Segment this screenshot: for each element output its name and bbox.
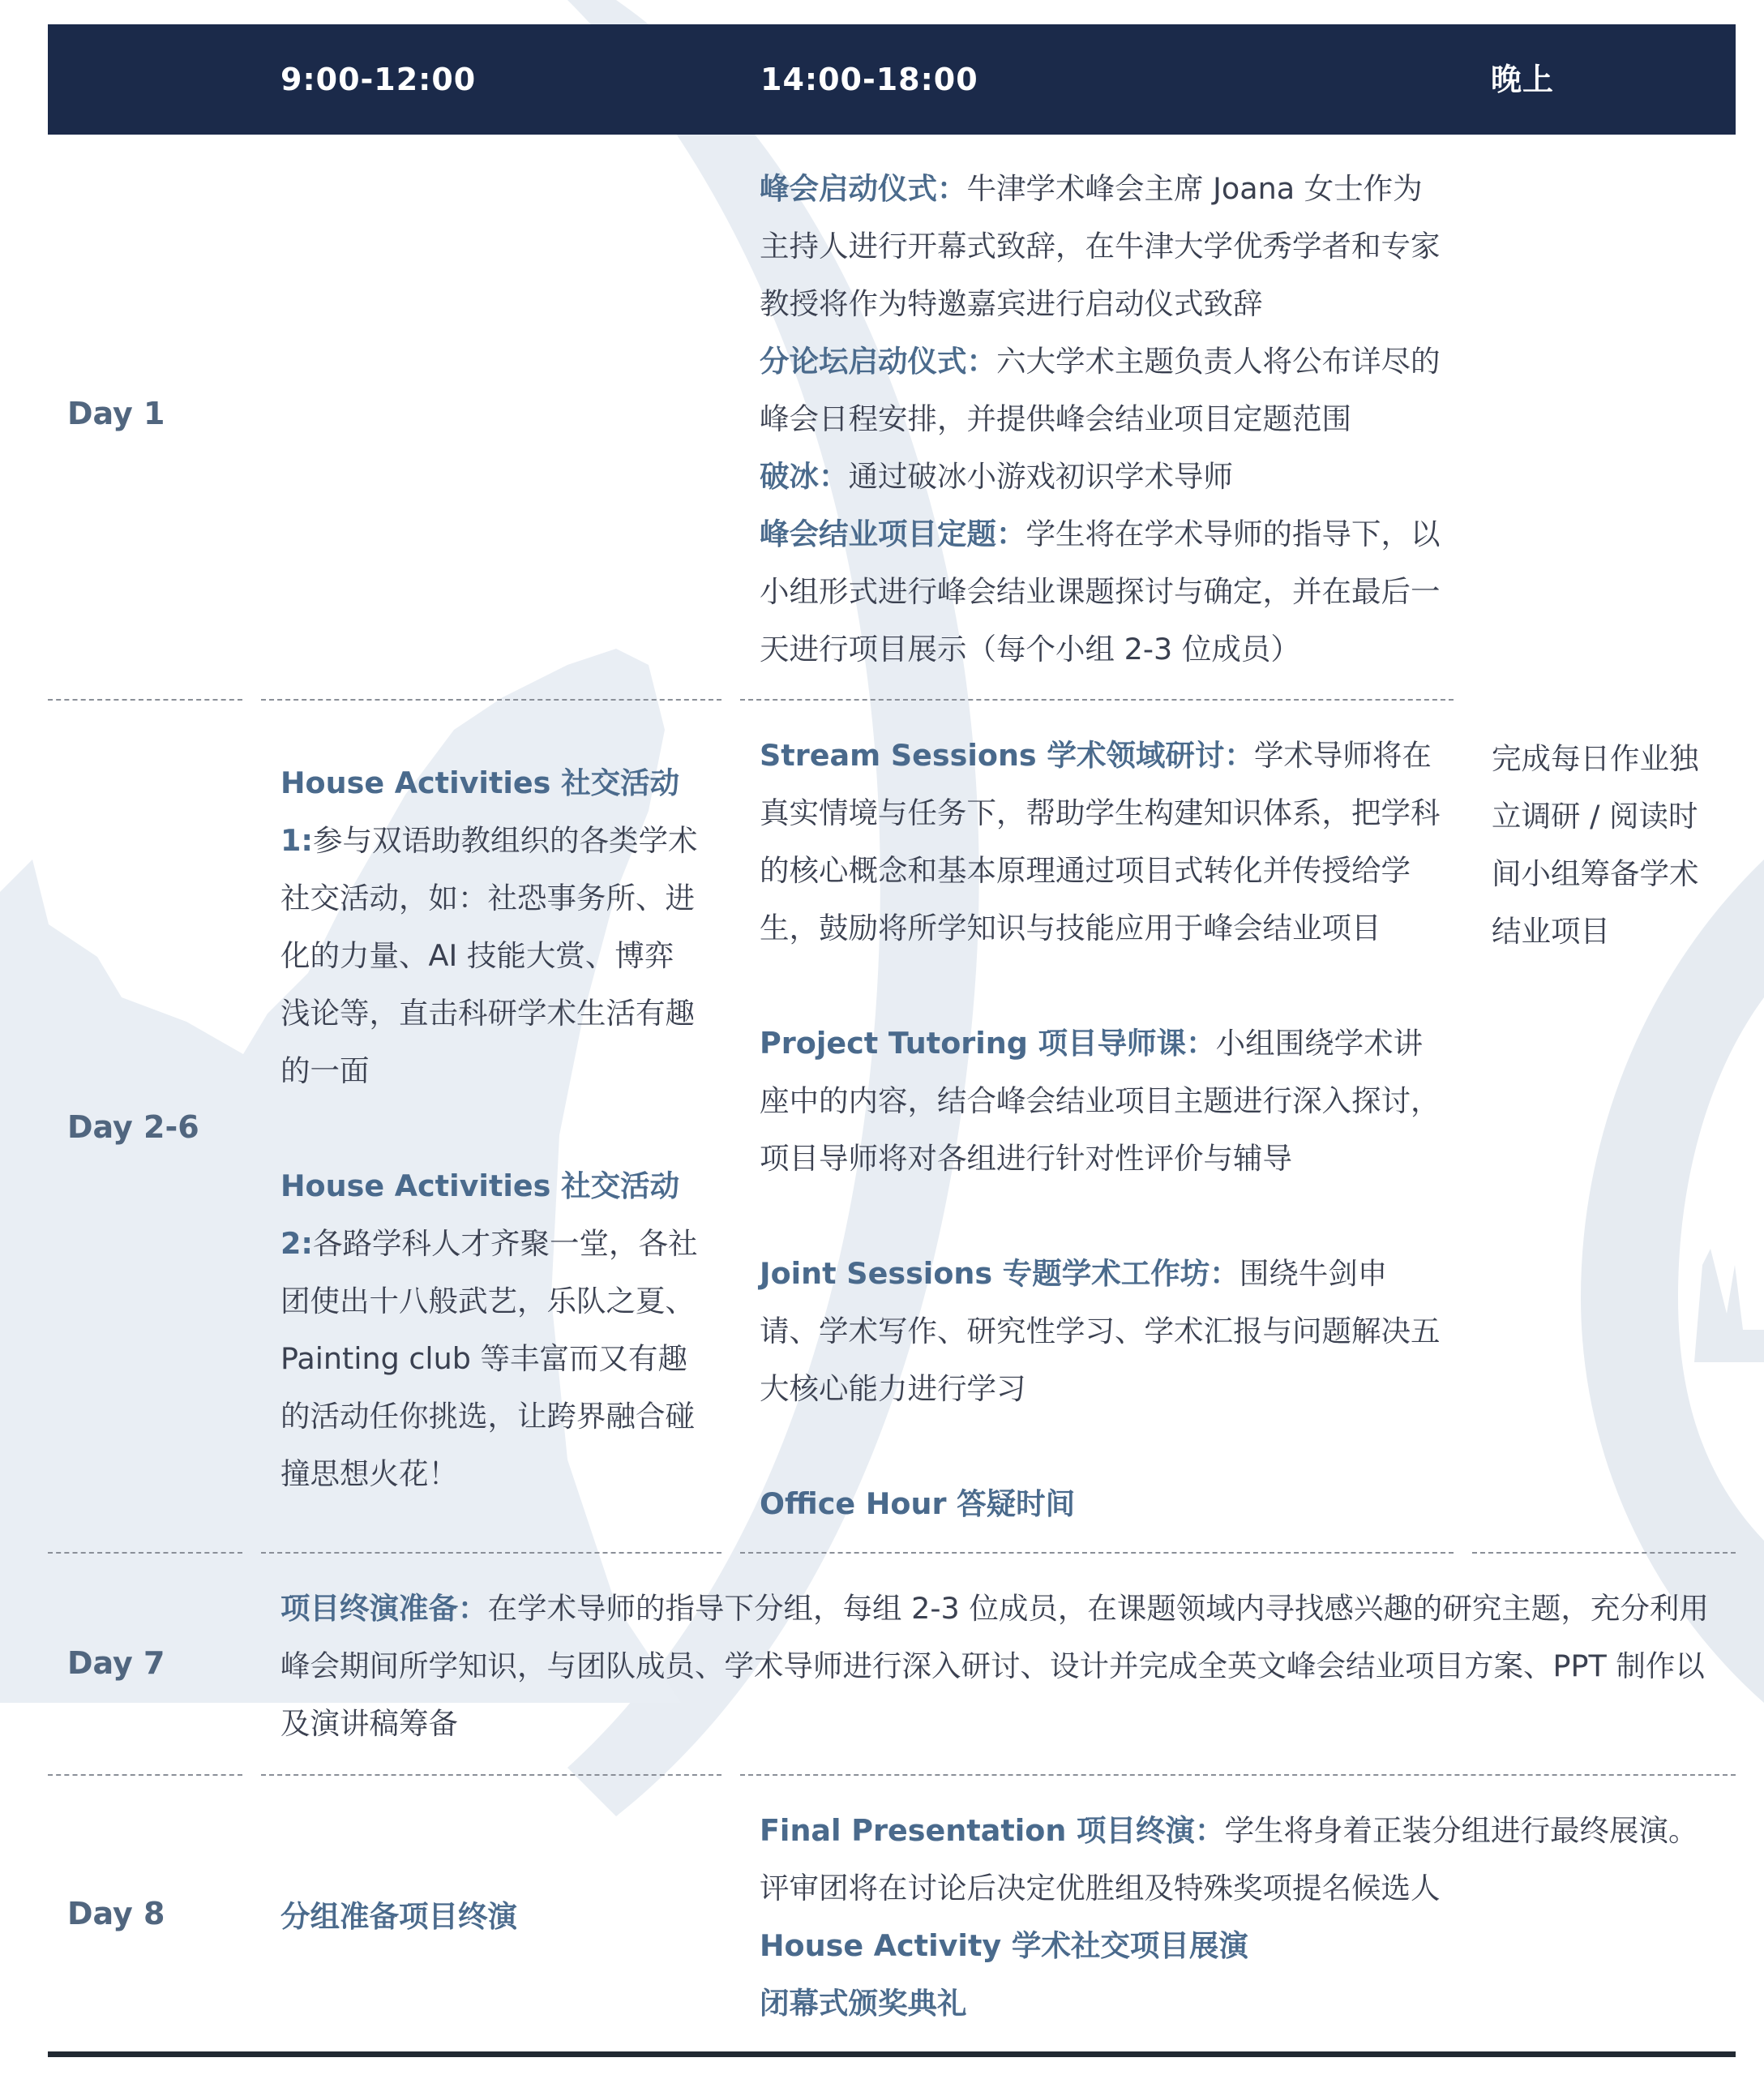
row-divider [740, 1774, 1736, 1776]
item-title: Final Presentation 项目终演： [760, 1813, 1225, 1848]
day-2-6-morning [280, 754, 698, 1503]
day-7-label: Day 7 [67, 1645, 165, 1681]
row-divider [261, 1774, 721, 1776]
day-1-item [760, 505, 1441, 678]
day-2-6-evening [1492, 730, 1710, 960]
row-divider [48, 1552, 242, 1554]
row-divider [48, 1774, 242, 1776]
day-8-item [760, 1802, 1716, 1917]
item-text: 六大学术主题负责人将公布详尽的峰会日程安排，并提供峰会结业项目定题范围 [760, 344, 1441, 436]
day-2-6-afternoon [760, 727, 1441, 1533]
header-evening: 晚上 [1491, 62, 1555, 97]
day-2-6-afternoon-item [760, 1245, 1441, 1417]
day-2-6-morning-item [280, 1157, 698, 1503]
item-text: 围绕牛剑申请、学术写作、研究性学习、学术汇报与问题解决五大核心能力进行学习 [760, 1256, 1441, 1406]
day-2-6-afternoon-item [760, 1014, 1441, 1187]
row-divider [261, 1552, 721, 1554]
header-afternoon: 14:00-18:00 [760, 62, 978, 97]
item-title: 分论坛启动仪式： [760, 344, 996, 379]
day-1-item [760, 160, 1441, 332]
day-2-6-morning-item [280, 754, 698, 1100]
item-title: House Activities 社交活动 1: [280, 765, 680, 858]
header-morning: 9:00-12:00 [280, 62, 477, 97]
day-8-afternoon [760, 1802, 1716, 2032]
item-text: 牛津学术峰会主席 Joana 女士作为主持人进行开幕式致辞，在牛津大学优秀学者和专家教授将作为特邀嘉宾进行启动仪式致辞 [760, 171, 1441, 321]
item-title: House Activity 学术社交项目展演 [760, 1928, 1248, 1963]
item-title: 峰会结业项目定题： [760, 517, 1026, 551]
item-title: Project Tutoring 项目导师课： [760, 1026, 1216, 1061]
item-title: Stream Sessions 学术领域研讨： [760, 738, 1254, 773]
day-1-afternoon [760, 160, 1441, 678]
item-text: 参与双语助教组织的各类学术社交活动，如：社恐事务所、进化的力量、AI 技能大赏、博弈浅论等，直击科研学术生活有趣的一面 [280, 823, 698, 1088]
item-title: Joint Sessions 专题学术工作坊： [760, 1256, 1240, 1291]
item-title: 破冰： [760, 459, 849, 494]
item-title: 闭幕式颁奖典礼 [760, 1986, 967, 2021]
row-divider [261, 699, 721, 701]
item-text: 小组围绕学术讲座中的内容，结合峰会结业项目主题进行深入探讨，项目导师将对各组进行针对性评价与辅导 [760, 1026, 1441, 1176]
row-divider [1472, 1552, 1736, 1554]
item-title: Office Hour 答疑时间 [760, 1486, 1076, 1521]
item-text: 各路学科人才齐聚一堂，各社团使出十八般武艺，乐队之夏、Painting club 等丰富而又有趣的活动任你挑选，让跨界融合碰撞思想火花！ [280, 1226, 698, 1491]
item-title: 项目终演准备： [280, 1591, 488, 1626]
day-7-content [280, 1580, 1715, 1752]
item-text: 学术导师将在真实情境与任务下，帮助学生构建知识体系，把学科的核心概念和基本原理通过项目式转化并传授给学生，鼓励将所学知识与技能应用于峰会结业项目 [760, 738, 1441, 945]
row-divider [740, 1552, 1454, 1554]
day-1-item [760, 332, 1441, 448]
day-2-6-label: Day 2-6 [67, 1109, 199, 1145]
schedule-header [48, 24, 1736, 135]
day-8-morning [280, 1888, 718, 1945]
item-text: 学生将身着正装分组进行最终展演。评审团将在讨论后决定优胜组及特殊奖项提名候选人 [760, 1813, 1698, 1906]
day-8-label: Day 8 [67, 1896, 165, 1931]
evening-text: 完成每日作业独立调研 / 阅读时间小组筹备学术结业项目 [1492, 741, 1699, 949]
day-8-item [760, 1974, 1716, 2032]
day-1-label: Day 1 [67, 396, 165, 431]
item-text: 通过破冰小游戏初识学术导师 [848, 459, 1233, 494]
item-title: House Activities 社交活动 2: [280, 1168, 680, 1261]
day-8-item [760, 1917, 1716, 1974]
day-8-morning-text: 分组准备项目终演 [280, 1899, 517, 1934]
row-divider [48, 699, 242, 701]
item-title: 峰会启动仪式： [760, 171, 967, 206]
row-divider [740, 699, 1454, 701]
item-text: 在学术导师的指导下分组，每组 2-3 位成员，在课题领域内寻找感兴趣的研究主题，充分利用峰会期间所学知识，与团队成员、学术导师进行深入研讨、设计并完成全英文峰会结业项目方案、PPT 制作以及演讲稿筹备 [280, 1591, 1709, 1741]
day-7-item [280, 1580, 1715, 1752]
item-text: 学生将在学术导师的指导下，以小组形式进行峰会结业课题探讨与确定，并在最后一天进行项目展示（每个小组 2-3 位成员） [760, 517, 1441, 667]
table-bottom-border [48, 2051, 1736, 2057]
day-2-6-afternoon-item [760, 727, 1441, 957]
day-2-6-afternoon-item [760, 1475, 1441, 1533]
day-1-item [760, 448, 1441, 505]
